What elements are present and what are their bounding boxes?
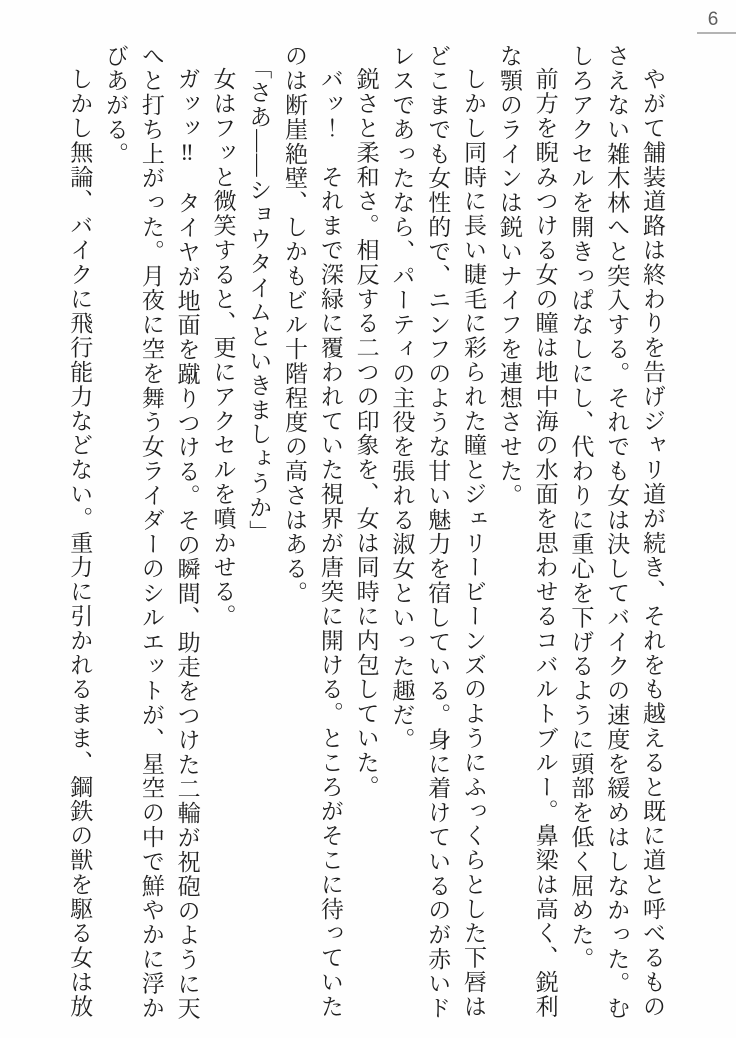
paragraph: しかし無論、バイクに飛行能力などない。重力に引かれるまま、鋼鉄の獣を駆る女は放 [67, 67, 93, 1019]
paragraph: 前方を睨みつける女の瞳は地中海の水面を思わせるコバルトブルー。鼻梁は高く、鋭利な顎のラインは鋭いナイフを連想させた。 [496, 44, 558, 1019]
paragraph: バッ！ それまで深緑に覆われていた視界が唐突に開ける。ところがそこに待っていたのは断崖絶壁、しかもビル十階程度の高さはある。 [282, 44, 343, 1019]
paragraph: 女はフッと微笑すると、更にアクセルを噴かせる。 [210, 67, 236, 629]
page-number-rule [697, 32, 736, 34]
paragraph: ガッッ‼ タイヤが地面を蹴りつける。その瞬間、助走をつけた二輪が祝砲のように天へと打ち上がった。月夜に空を舞う女ライダーのシルエットが、星空の中で鮮やかに浮かびあがる。 [103, 44, 200, 1021]
vertical-text-block [54, 44, 670, 1024]
paragraph: 「さあ――ショウタイムといきましょうか」 [246, 55, 272, 544]
paragraph: 鋭さと柔和さ。相反する二つの印象を、女は同時に内包していた。 [353, 67, 379, 799]
page-number: 6 [707, 9, 719, 30]
paragraph: やがて舗装道路は終わりを告げジャリ道が続き、それをも越えると既に道と呼べるものさえない雑木林へと突入する。それでも女は決してバイクの速度を緩めはしなかった。むしろアクセルを開きっぱなしにし、代わりに重心を下げるように頭部を低く屈めた。 [568, 44, 665, 1020]
paragraph: しかし同時に長い睫毛に彩られた瞳とジェリービーンズのようにふっくらとした下唇はどこまでも女性的で、ニンフのような甘い魅力を宿している。身に着けているのが赤いドレスであったなら、パーティの主役を張れる淑女といった趣だ。 [389, 44, 487, 1020]
